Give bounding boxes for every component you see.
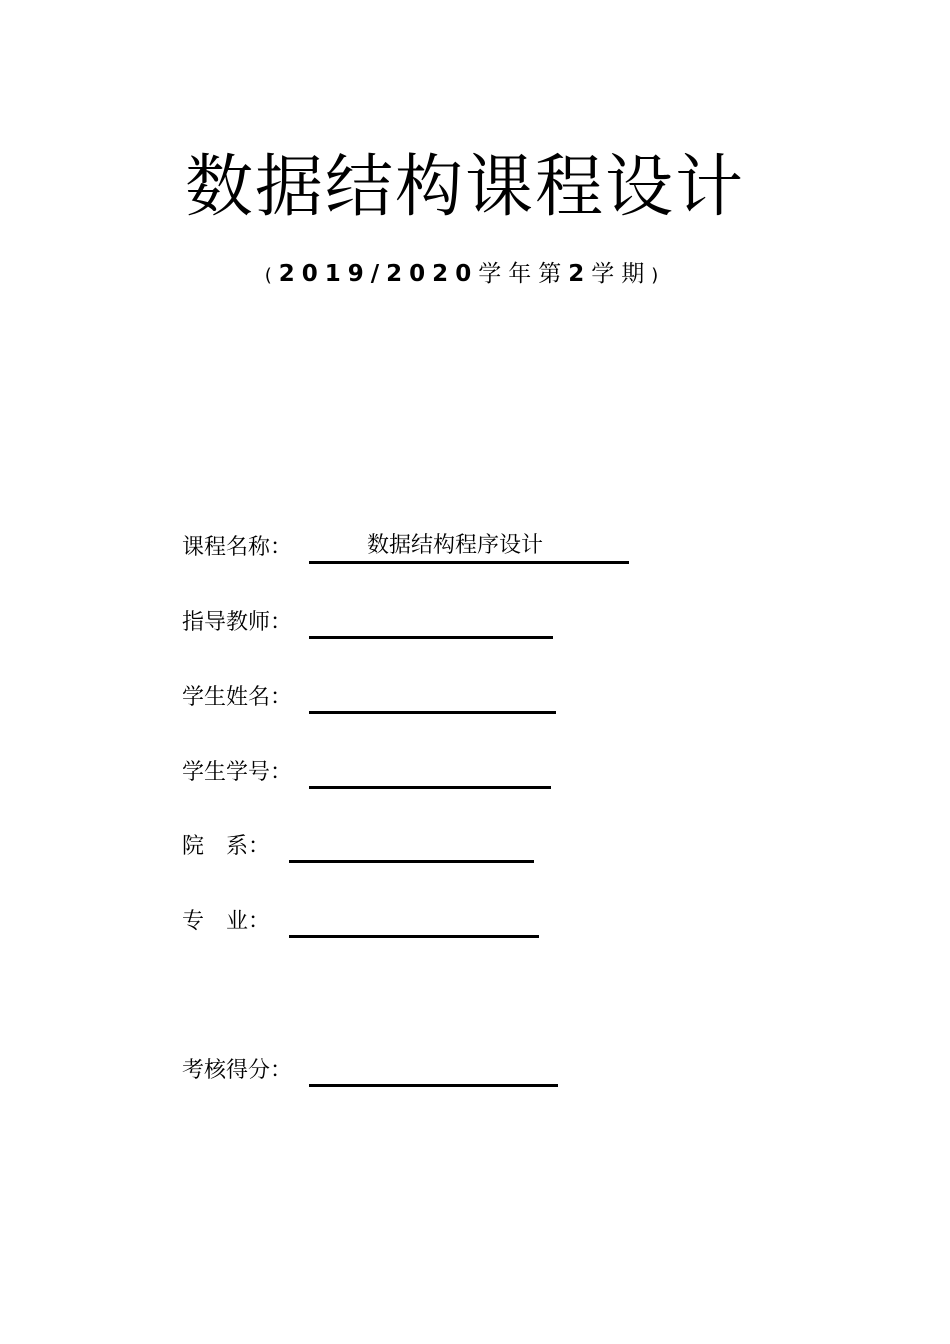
student-name-label: 学生姓名： xyxy=(182,685,293,710)
term-years: 2019/2020 xyxy=(278,261,479,287)
course-name-field[interactable] xyxy=(309,533,629,564)
term-close-paren: ) xyxy=(651,265,666,286)
student-id-label: 学生学号： xyxy=(182,760,293,785)
term-year-word: 学年第 xyxy=(478,261,569,287)
term-word: 学期 xyxy=(591,261,652,287)
score-field[interactable] xyxy=(309,1056,558,1087)
term-number: 2 xyxy=(568,261,592,287)
major-field[interactable] xyxy=(289,907,539,938)
course-name-value: 数据结构程序设计 xyxy=(367,533,544,558)
instructor-label: 指导教师： xyxy=(182,610,293,635)
student-name-field[interactable] xyxy=(309,683,556,714)
score-label: 考核得分： xyxy=(182,1058,293,1083)
document-title: 数据结构课程设计 xyxy=(184,148,745,227)
department-field[interactable] xyxy=(289,832,534,863)
instructor-field[interactable] xyxy=(309,608,553,639)
student-id-field[interactable] xyxy=(309,758,551,789)
course-name-label: 课程名称： xyxy=(182,535,293,560)
department-label: 院 系： xyxy=(182,834,271,859)
major-label: 专 业： xyxy=(182,909,271,934)
term-open-paren: ( xyxy=(264,265,279,286)
term-line xyxy=(0,258,930,292)
